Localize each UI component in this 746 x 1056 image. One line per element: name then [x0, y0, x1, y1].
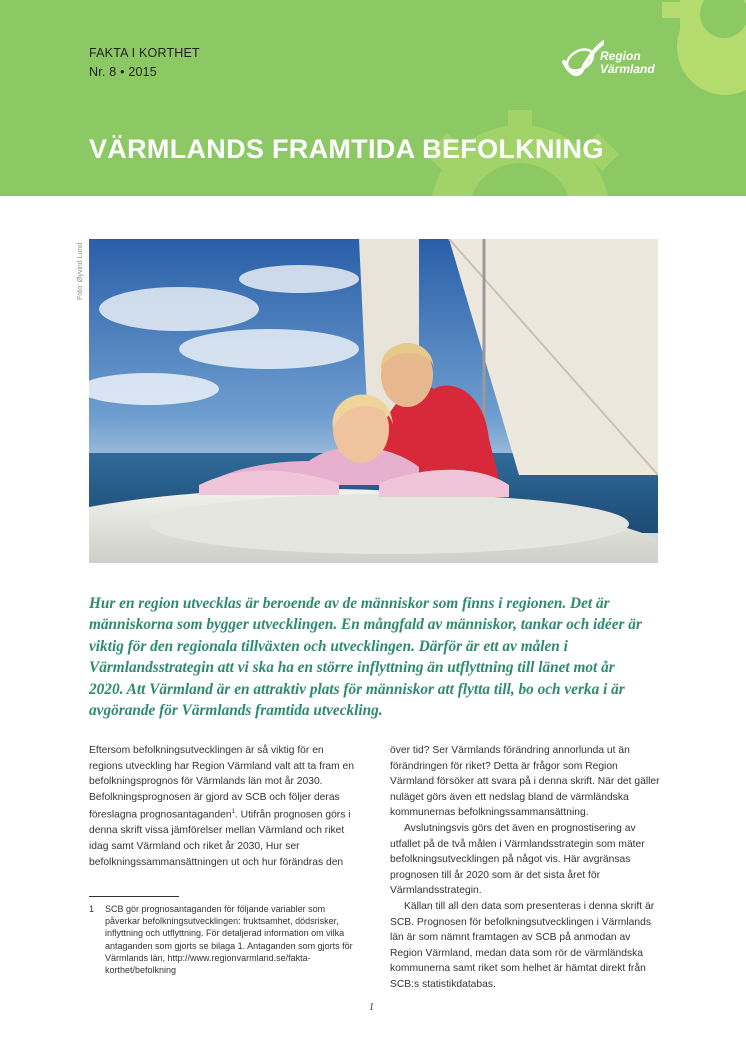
logo-line-1: Region [600, 49, 641, 63]
region-varmland-logo [560, 38, 670, 80]
intro-text: Hur en region utvecklas är beroende av de människor som finns i regionen. Det är människorna som bygger utvecklingen. En mångfald av människor, tankar och idéer är viktig för den regionala tillväxten och utvecklingen. Därför är ett av målen i Värmlandsstrategin att vi ska ha en större inflyttning än utflyttning till länet mot år 2020. Att Värmland är en attraktiv plats för människor att flytta till, bo och verka i är avgörande för Värmlands framtida utveckling. [89, 595, 642, 720]
series-name: FAKTA I KORTHET [89, 46, 200, 60]
footnote-text: SCB gör prognosantaganden för följande variabler som påverkar befolkningsutvecklingen: fruktsamhet, dödsrisker, inflyttning och utflyttning. För detaljerad information om vilka antaganden som gjorts se bilaga 1. Antaganden som gjorts för Värmlands län, http://www.regionvarmland.se/fakta-korthet/befolkning [105, 904, 353, 976]
body-column-left [89, 743, 359, 870]
body-paragraph-1 [89, 743, 359, 870]
series-info [89, 44, 200, 82]
body-paragraph-2: Avslutningsvis görs det även en prognostisering av utfallet på de två målen i Värmlandsstrategin som mäter befolkningsutvecklingen på något vis. Här avgränsas prognosen till år 2020 som är det sista året för Värmlandsstrategin. [390, 822, 645, 897]
body-column-right [390, 743, 660, 993]
body-paragraph-1-continued: över tid? Ser Värmlands förändring annorlunda ut än förändringen för riket? Detta är frågor som Region Värmland försöker att svara på i denna skrift. När det gäller nuläget görs även ett nedslag bland de värmländska kommunernas befolkningssammansättning. [390, 745, 660, 819]
cover-photo [89, 239, 658, 563]
logo-mark-icon [560, 38, 604, 80]
logo-line-2: Värmland [600, 62, 655, 76]
header-band [0, 0, 746, 196]
footnote-number: 1 [89, 904, 95, 914]
body-paragraph-1-start: Eftersom befolkningsutvecklingen är så viktig för en regions utveckling har Region Värmland valt att ta fram en befolkningsprognos för Värmlands län mot år 2030. Befolkningsprognosen är gjord av SCB och följer deras föreslagna prognosantaganden [89, 745, 354, 821]
footnote-rule [89, 896, 179, 897]
sailboat-girls-image [89, 239, 658, 563]
footnote-reference: 1 [231, 809, 235, 816]
page-title: VÄRMLANDS FRAMTIDA BEFOLKNING [89, 134, 604, 164]
page-number: 1 [369, 1002, 374, 1013]
footnote [89, 903, 359, 976]
photo-credit: Foto: Øyvind Lund [77, 242, 84, 300]
issue-number: Nr. 8 • 2015 [89, 65, 157, 79]
body-paragraph-3: Källan till all den data som presenteras i denna skrift är SCB. Prognosen för befolkningsutvecklingen i Värmlands län är som nämnt framtagen av SCB på anmodan av Region Värmland, medan data som rör de värmländska kommunerna samt riket som helhet är hämtat direkt från SCB:s statistikdatabas. [390, 900, 655, 990]
body-paragraph-1-end: . Utifrån prognosen görs i denna skrift vissa jämförelser mellan Värmland och riket idag samt Värmland och riket år 2030, Hur ser befolkningssammansättningen ut och hur förändras den [89, 809, 351, 868]
gear-decoration [0, 0, 746, 196]
